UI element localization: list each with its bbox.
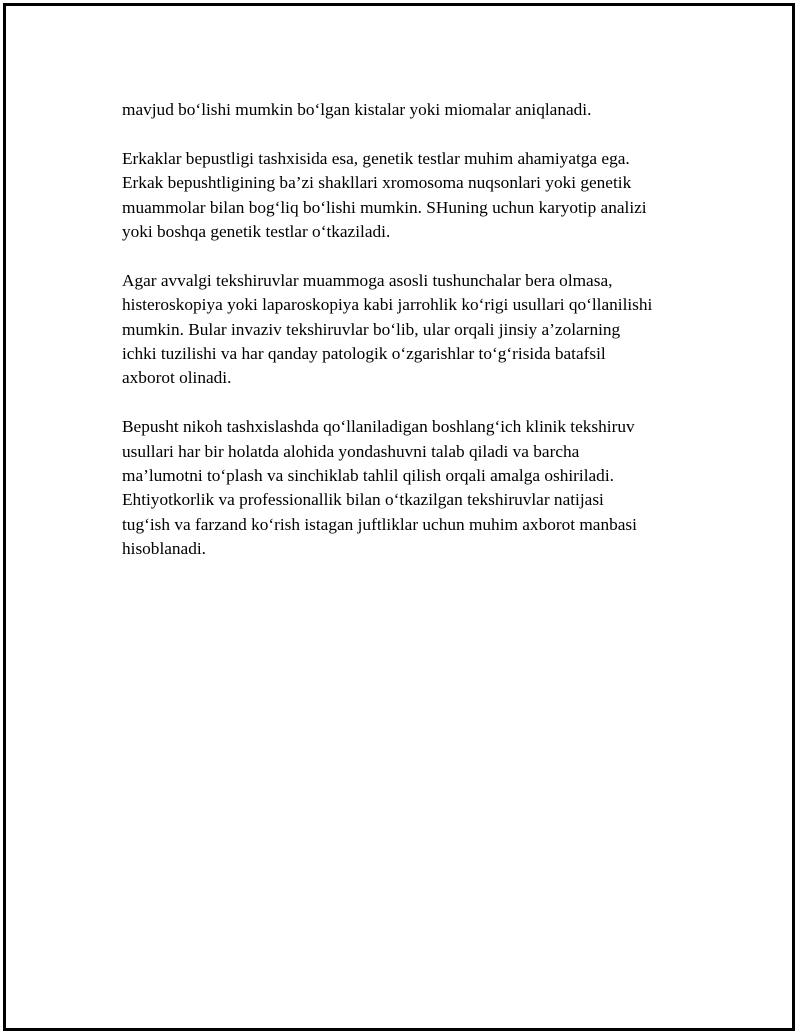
text-line: muammolar bilan bog‘liq bo‘lishi mumkin. SHuning uchun karyotip analizi (122, 197, 647, 217)
text-line: Agar avvalgi tekshiruvlar muammoga asosli tushunchalar bera olmasa, (122, 270, 613, 290)
text-line: ma’lumotni to‘plash va sinchiklab tahlil qilish orqali amalga oshiriladi. (122, 466, 614, 486)
text-line: Erkaklar bepustligi tashxisida esa, genetik testlar muhim ahamiyatga ega. (122, 148, 630, 168)
text-line: usullari har bir holatda alohida yondashuvni talab qiladi va barcha (122, 441, 580, 461)
paragraph-3 (122, 269, 712, 391)
text-line: tug‘ish va farzand ko‘rish istagan juftliklar uchun muhim axborot manbasi (122, 514, 637, 534)
text-line: Bepusht nikoh tashxislashda qo‘llaniladigan boshlang‘ich klinik tekshiruv (122, 417, 635, 437)
text-line: histeroskopiya yoki laparoskopiya kabi jarrohlik ko‘rigi usullari qo‘llanilishi (122, 295, 653, 315)
paragraph-2 (122, 147, 712, 245)
text-line: axborot olinadi. (122, 368, 232, 388)
text-line: Ehtiyotkorlik va professionallik bilan o‘tkazilgan tekshiruvlar natijasi (122, 490, 604, 510)
paragraph-1 (122, 98, 712, 122)
text-line: hisoblanadi. (122, 539, 206, 559)
page-frame (3, 3, 795, 1031)
text-line: mumkin. Bular invaziv tekshiruvlar bo‘lib, ular orqali jinsiy a’zolarning (122, 319, 621, 339)
paragraph-4 (122, 415, 712, 561)
text-line: ichki tuzilishi va har qanday patologik o‘zgarishlar to‘g‘risida batafsil (122, 344, 606, 364)
text-line: mavjud bo‘lishi mumkin bo‘lgan kistalar yoki miomalar aniqlanadi. (122, 100, 592, 119)
document-body (122, 98, 712, 586)
text-line: Erkak bepushtligining ba’zi shakllari xromosoma nuqsonlari yoki genetik (122, 173, 632, 193)
text-line: yoki boshqa genetik testlar o‘tkaziladi. (122, 222, 391, 242)
